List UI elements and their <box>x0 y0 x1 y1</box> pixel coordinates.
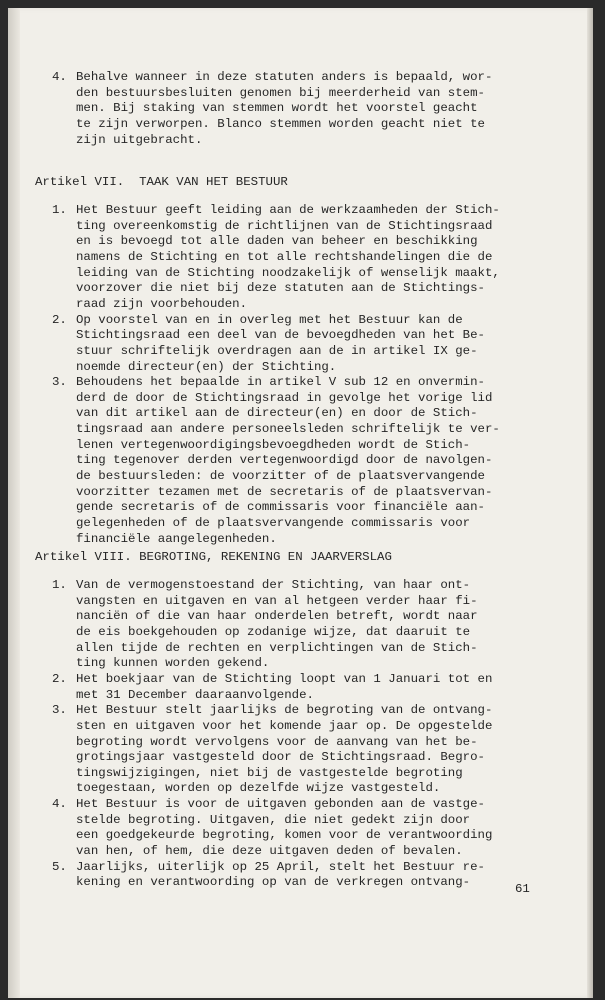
text-line: stuur schriftelijk overdragen aan de in artikel IX ge- <box>76 343 478 358</box>
text-line: namens de Stichting en tot alle rechtshandelingen die de <box>76 249 493 264</box>
text-line: de bestuursleden: de voorzitter of de plaatsvervangende <box>76 469 485 484</box>
item-number: 1. <box>52 203 67 217</box>
text-line: gende secretaris of de commissaris voor financiële aan- <box>76 500 485 515</box>
item-number: 2. <box>52 312 67 327</box>
text-line: tingswijzigingen, niet bij de vastgestelde begroting <box>76 765 463 780</box>
text-line: financiële aangelegenheden. <box>76 531 277 546</box>
text-line: Op voorstel van en in overleg met het Bestuur kan de <box>76 312 463 327</box>
item-number: 3. <box>52 703 67 718</box>
text-line: stelde begroting. Uitgaven, die niet gedekt zijn door <box>76 812 471 827</box>
text-line: Behoudens het bepaalde in artikel V sub 12 en onvermin- <box>76 375 485 390</box>
text-line: voorzover die niet bij deze statuten aan de Stichtings- <box>76 281 485 296</box>
item-number: 5. <box>52 859 67 874</box>
text-line: van dit artikel aan de directeur(en) en door de Stich- <box>76 406 478 421</box>
text-line: Het boekjaar van de Stichting loopt van 1 Januari tot en <box>76 671 493 686</box>
text-line: lenen vertegenwoordigingsbevoegdheden wordt de Stich- <box>76 437 471 452</box>
text-line: tingsraad aan andere personeelsleden schriftelijk te ver- <box>76 422 500 437</box>
text-line: derd de door de Stichtingsraad in gevolge het vorige lid <box>76 390 493 405</box>
text-line: kening en verantwoording op van de verkregen ontvang- <box>76 875 471 890</box>
text-line: men. Bij staking van stemmen wordt het voorstel geacht <box>76 101 478 116</box>
text-line: grotingsjaar vastgesteld door de Stichtingsraad. Begro- <box>76 750 485 765</box>
text-line: zijn uitgebracht. <box>76 132 203 147</box>
text-line: raad zijn voorbehouden. <box>76 296 248 311</box>
text-line: Jaarlijks, uiterlijk op 25 April, stelt het Bestuur re- <box>76 859 485 874</box>
text-line: sten en uitgaven voor het komende jaar op. De opgestelde <box>76 718 493 733</box>
text-line: begroting wordt vervolgens voor de aanvang van het be- <box>76 734 478 749</box>
text-line: noemde directeur(en) der Stichting. <box>76 359 337 374</box>
text-line: Het Bestuur geeft leiding aan de werkzaamheden der Stich- <box>76 203 500 217</box>
text-line: van hen, of hem, die deze uitgaven deden of bevalen. <box>76 844 463 859</box>
text-line: toegestaan, worden op dezelfde wijze vastgesteld. <box>76 781 441 796</box>
text-line: ting overeenkomstig de richtlijnen van de Stichtingsraad <box>76 218 493 233</box>
text-line: den bestuursbesluiten genomen bij meerderheid van stem- <box>76 85 485 100</box>
item-number: 3. <box>52 375 67 390</box>
text-line: nanciën of die van haar onderdelen betreft, wordt naar <box>76 609 478 624</box>
text-line: Van de vermogenstoestand der Stichting, van haar ont- <box>76 578 471 592</box>
text-line: Stichtingsraad een deel van de bevoegdheden van het Be- <box>76 328 485 343</box>
text-line: te zijn verworpen. Blanco stemmen worden geacht niet te <box>76 116 485 131</box>
page-edge <box>587 8 593 998</box>
item-number: 2. <box>52 671 67 686</box>
text-line: de eis boekgehouden op zodanige wijze, dat daaruit te <box>76 624 471 639</box>
text-line: en is bevoegd tot alle daden van beheer en beschikking <box>76 234 478 249</box>
text-line: een goedgekeurde begroting, komen voor de verantwoording <box>76 828 493 843</box>
book-spine-shadow <box>8 8 20 998</box>
item-number: 4. <box>52 70 67 84</box>
text-line: ting tegenover derden vertegenwoordigd door de navolgen- <box>76 453 493 468</box>
text-line: ting kunnen worden gekend. <box>76 656 270 671</box>
text-line: met 31 December daaraanvolgende. <box>76 687 314 702</box>
text-line: Behalve wanneer in deze statuten anders is bepaald, wor- <box>76 70 493 84</box>
item-number: 4. <box>52 797 67 812</box>
article-heading: Artikel VII. TAAK VAN HET BESTUUR <box>35 175 288 189</box>
item-number: 1. <box>52 578 67 592</box>
article-heading: Artikel VIII. BEGROTING, REKENING EN JAARVERSLAG <box>35 550 392 564</box>
text-line: vangsten en uitgaven en van al hetgeen verder haar fi- <box>76 593 478 608</box>
text-line: Het Bestuur is voor de uitgaven gebonden aan de vastge- <box>76 797 485 812</box>
text-line: Het Bestuur stelt jaarlijks de begroting van de ontvang- <box>76 703 493 718</box>
text-line: gelegenheden of de plaatsvervangende commissaris voor <box>76 516 471 530</box>
text-line: voorzitter tezamen met de secretaris of de plaatsvervan- <box>76 484 493 499</box>
text-line: allen tijde de rechten en verplichtingen van de Stich- <box>76 640 478 655</box>
text-line: leiding van de Stichting noodzakelijk of wenselijk maakt, <box>76 265 500 280</box>
page-number: 61 <box>515 882 530 896</box>
